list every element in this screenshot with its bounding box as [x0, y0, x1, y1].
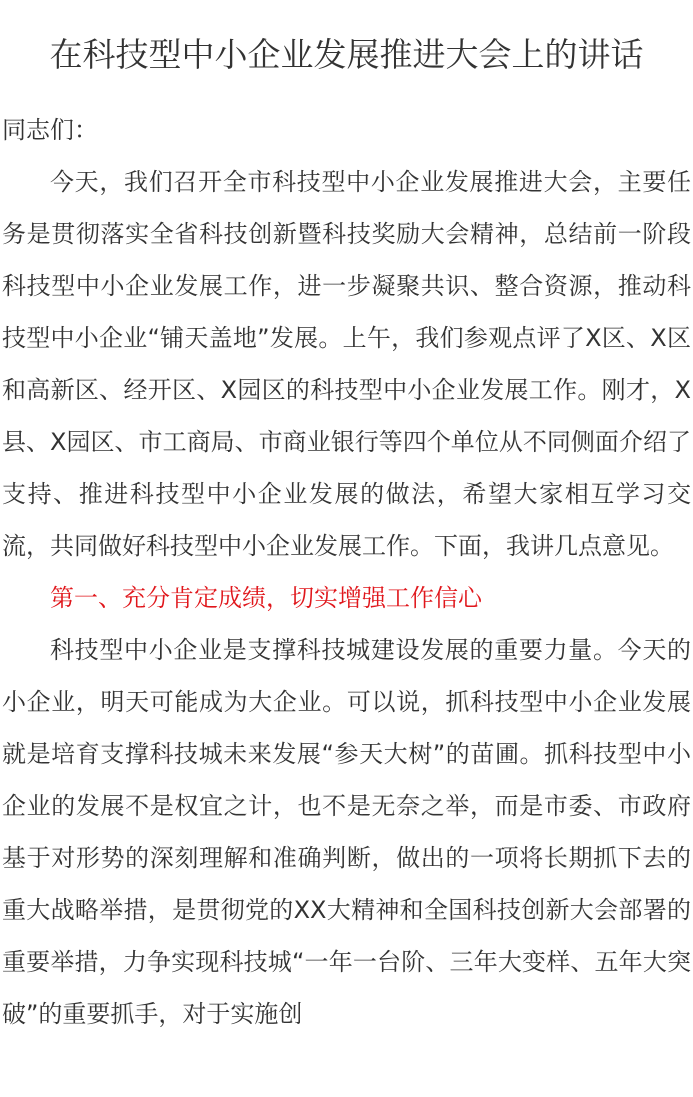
section-heading: 第一、充分肯定成绩，切实增强工作信心 — [50, 584, 482, 612]
section-paragraph: 科技型中小企业是支撑科技城建设发展的重要力量。今天的小企业，明天可能成为大企业。可以说，抓科技型中小企业发展就是培育支撑科技城未来发展“参天大树”的苗圃。抓科技型中小企业的发展不是权宜之计，也不是无奈之举，而是市委、市政府基于对形势的深刻理解和准确判断，做出的一项将长期抓下去的重大战略举措，是贯彻党的XX大精神和全国科技创新大会部署的重要举措，力争实现科技城“一年一台阶、三年大变样、五年大突破”的重要抓手，对于实施创 — [2, 636, 691, 1028]
document-title: 在科技型中小企业发展推进大会上的讲话 — [49, 35, 644, 74]
salutation: 同志们： — [2, 116, 98, 144]
intro-paragraph: 今天，我们召开全市科技型中小企业发展推进大会，主要任务是贯彻落实全省科技创新暨科技奖励大会精神，总结前一阶段科技型中小企业发展工作，进一步凝聚共识、整合资源，推动科技型中小企业“铺天盖地”发展。上午，我们参观点评了X区、X区和高新区、经开区、X园区的科技型中小企业发展工作。刚才，X县、X园区、市工商局、市商业银行等四个单位从不同侧面介绍了支持、推进科技型中小企业发展的做法，希望大家相互学习交流，共同做好科技型中小企业发展工作。下面，我讲几点意见。 — [2, 168, 691, 560]
